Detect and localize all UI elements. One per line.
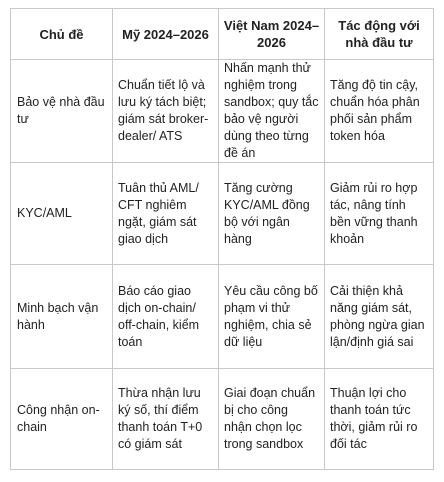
cell-topic: Bảo vệ nhà đầu tư — [11, 60, 113, 163]
cell-impact: Cải thiện khả năng giám sát, phòng ngừa gian lận/định giá sai — [325, 265, 434, 369]
cell-vietnam: Yêu cầu công bố phạm vi thử nghiệm, chia sẻ dữ liệu — [219, 265, 325, 369]
header-row — [11, 9, 434, 60]
table-row — [11, 163, 434, 265]
cell-usa: Tuân thủ AML/ CFT nghiêm ngặt, giám sát giao dịch — [113, 163, 219, 265]
cell-topic: Công nhận on-chain — [11, 369, 113, 470]
table-row — [11, 60, 434, 163]
cell-usa: Báo cáo giao dịch on-chain/ off-chain, kiểm toán — [113, 265, 219, 369]
cell-usa: Chuẩn tiết lộ và lưu ký tách biệt; giám sát broker-dealer/ ATS — [113, 60, 219, 163]
cell-impact: Giảm rủi ro hợp tác, nâng tính bền vững thanh khoản — [325, 163, 434, 265]
header-topic: Chủ đề — [11, 9, 113, 60]
table-row — [11, 369, 434, 470]
cell-topic: Minh bạch vận hành — [11, 265, 113, 369]
cell-usa: Thừa nhận lưu ký số, thí điểm thanh toán T+0 có giám sát — [113, 369, 219, 470]
header-vietnam: Việt Nam 2024–2026 — [219, 9, 325, 60]
cell-vietnam: Nhấn mạnh thử nghiệm trong sandbox; quy tắc bảo vệ người dùng theo từng đề án — [219, 60, 325, 163]
table-row — [11, 265, 434, 369]
header-investor-impact: Tác động với nhà đầu tư — [325, 9, 434, 60]
cell-vietnam: Tăng cường KYC/AML đồng bộ với ngân hàng — [219, 163, 325, 265]
cell-vietnam: Giai đoạn chuẩn bị cho công nhận chọn lọc trong sandbox — [219, 369, 325, 470]
cell-topic: KYC/AML — [11, 163, 113, 265]
cell-impact: Thuận lợi cho thanh toán tức thời, giảm rủi ro đối tác — [325, 369, 434, 470]
comparison-table — [10, 8, 434, 470]
table-header — [11, 9, 434, 60]
header-usa: Mỹ 2024–2026 — [113, 9, 219, 60]
table-body — [11, 60, 434, 470]
cell-impact: Tăng độ tin cậy, chuẩn hóa phân phối sản phẩm token hóa — [325, 60, 434, 163]
